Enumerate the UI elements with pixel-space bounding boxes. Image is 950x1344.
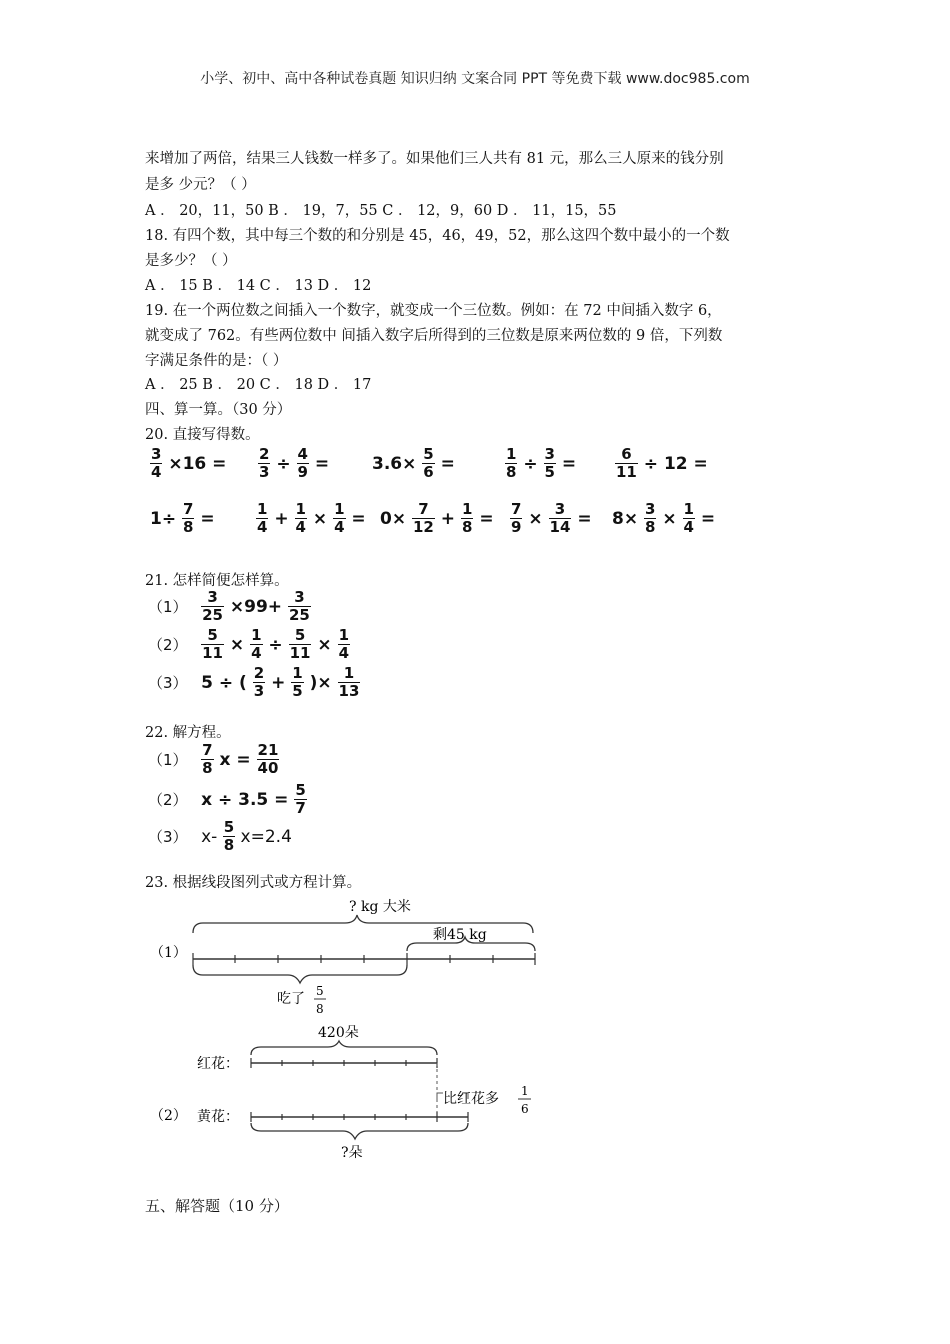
eaten-label: 吃了 — [277, 991, 305, 1007]
page-header: 小学、初中、高中各种试卷真题 知识归纳 文案合同 PPT 等免费下载 www.doc985.com — [200, 71, 750, 87]
q21-title: 21. 怎样简便怎样算。 — [145, 573, 289, 589]
q23-title: 23. 根据线段图列式或方程计算。 — [145, 875, 362, 891]
line-segment-diagram-2 — [145, 1023, 545, 1163]
q19-line3: 字满足条件的是：（ ） — [145, 353, 288, 369]
q20-r2-e4: $\frac{7}{9}$ × $\frac{3}{14}$ = — [511, 500, 592, 536]
more-fraction-denominator: 6 — [521, 1102, 529, 1116]
line-segment-diagram-1 — [145, 893, 545, 1023]
q18-options: A ． 15 B ． 14 C ． 13 D ． 12 — [145, 278, 372, 294]
q20-title: 20. 直接写得数。 — [145, 427, 260, 443]
q17-line2: 是多 少元？（ ） — [145, 177, 256, 193]
q20-r2-e2: $\frac{1}{4}$ + $\frac{1}{4}$ × $\frac{1}{4}$ = — [257, 500, 366, 536]
q20-r1-e2: $\frac{2}{3}$ ÷ $\frac{4}{9}$ = — [259, 445, 330, 481]
yellow-total-label: ?朵 — [341, 1145, 363, 1161]
eaten-brace — [193, 965, 407, 983]
more-fraction-numerator: 1 — [521, 1084, 529, 1098]
yellow-total-brace — [251, 1123, 468, 1139]
q21-part3: （3） 5 ÷ ( $\frac{2}{3}$ + $\frac{1}{5}$ )× $\frac{1}{13}$ — [148, 664, 360, 700]
q19-line2: 就变成了 762。有些两位数中 间插入数字后所得到的三位数是原来两位数的 9 倍，下列数 — [145, 328, 723, 344]
eaten-fraction-numerator: 5 — [316, 984, 324, 998]
q20-r1-e1: $\frac{3}{4}$ ×16 = — [151, 445, 227, 481]
remain-label: 剩45 kg — [433, 927, 487, 943]
q20-r1-e4: $\frac{1}{8}$ ÷ $\frac{3}{5}$ = — [506, 445, 577, 481]
q22-part1: （1） $\frac{7}{8}$ x = $\frac{21}{40}$ — [148, 741, 279, 777]
q19-line1: 19. 在一个两位数之间插入一个数字，就变成一个三位数。例如：在 72 中间插入数字 6， — [145, 303, 722, 319]
q20-r1-e3: 3.6× $\frac{5}{6}$ = — [372, 445, 455, 481]
section5-title: 五、解答题（10 分） — [145, 1197, 289, 1215]
section4-title: 四、算一算。（30 分） — [145, 402, 292, 418]
red-flower-label: 红花： — [197, 1056, 239, 1072]
q20-r1-e5: $\frac{6}{11}$ ÷ 12 = — [616, 445, 708, 481]
q17-options: A ． 20，11，50 B ． 19，7，55 C ． 12，9，60 D ． 11，15，55 — [145, 203, 617, 219]
q18-line2: 是多少？（ ） — [145, 253, 237, 269]
yellow-flower-label: 黄花： — [197, 1109, 239, 1125]
eaten-fraction-denominator: 8 — [316, 1002, 324, 1016]
diagram1-label: （1） — [150, 945, 187, 961]
more-label: 比红花多 — [443, 1091, 499, 1107]
diagram2-label: （2） — [150, 1108, 187, 1124]
q20-r2-e5: 8× $\frac{3}{8}$ × $\frac{1}{4}$ = — [612, 500, 716, 536]
red-total-brace — [251, 1041, 437, 1055]
q17-line1: 来增加了两倍，结果三人钱数一样多了。如果他们三人共有 81 元，那么三人原来的钱分别 — [145, 151, 724, 167]
total-label: ? kg 大米 — [349, 899, 411, 915]
q20-r2-e3: 0× $\frac{7}{12}$ + $\frac{1}{8}$ = — [380, 500, 494, 536]
q22-part3: （3） x- $\frac{5}{8}$ x=2.4 — [148, 818, 292, 854]
red-total-label: 420朵 — [318, 1025, 359, 1041]
q21-part2: （2） $\frac{5}{11}$ × $\frac{1}{4}$ ÷ $\frac{5}{11}$ × $\frac{1}{4}$ — [148, 626, 349, 662]
q18-line1: 18. 有四个数，其中每三个数的和分别是 45，46，49，52，那么这四个数中最小的一个数 — [145, 228, 730, 244]
q21-part1: （1） $\frac{3}{25}$ ×99+ $\frac{3}{25}$ — [148, 588, 310, 624]
q22-part2: （2） x ÷ 3.5 = $\frac{5}{7}$ — [148, 781, 306, 817]
q22-title: 22. 解方程。 — [145, 725, 231, 741]
q20-r2-e1: 1÷ $\frac{7}{8}$ = — [150, 500, 215, 536]
q19-options: A ． 25 B ． 20 C ． 18 D ． 17 — [145, 377, 372, 393]
